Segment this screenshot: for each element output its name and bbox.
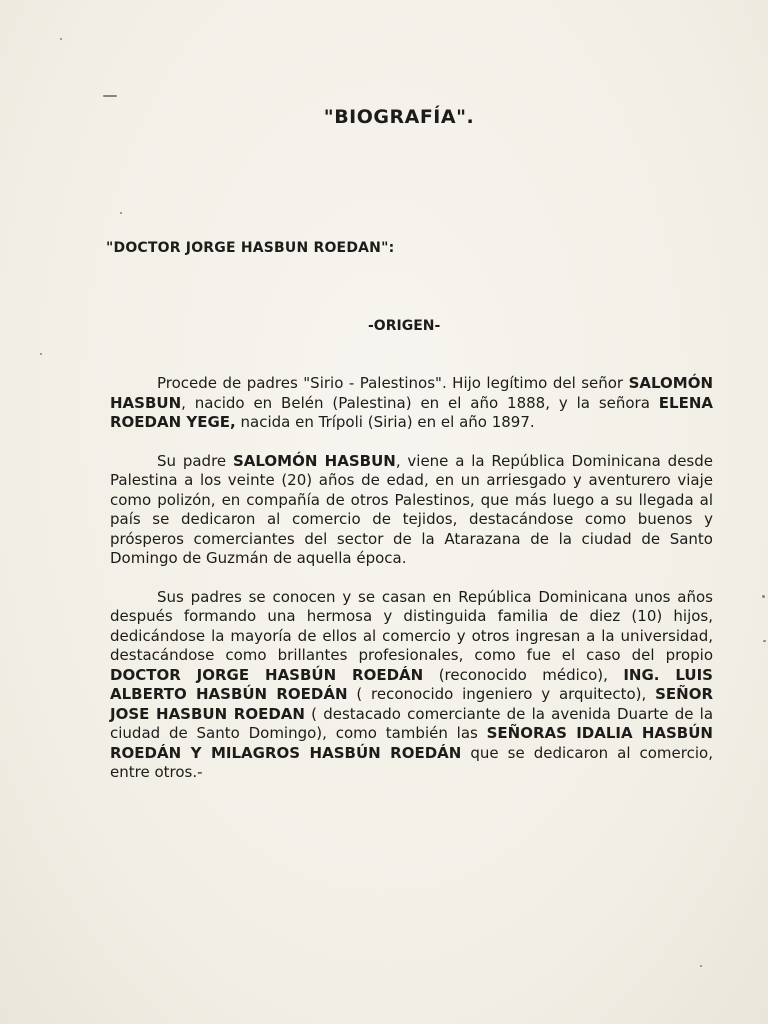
scan-speck xyxy=(762,595,765,598)
text-run: Sus padres se conocen y se casan en República Dominicana unos años después formando una hermosa y distinguida familia de diez (10) hijos, dedicándose la mayoría de ellos al comercio y otros ingresan a la universidad, destacándose como brillantes profesionales, como fue el caso del propio xyxy=(110,587,713,664)
bold-name-run: SALOMÓN HASBUN xyxy=(110,374,713,412)
scan-speck xyxy=(700,965,702,967)
text-run: (reconocido médico), xyxy=(423,665,624,684)
paragraph-origin xyxy=(110,374,713,433)
text-run: , viene a la República Dominicana desde Palestina a los veinte (20) años de edad, en un arriesgado y aventurero viaje como polizón, en compañía de otros Palestinos, que más luego a su llegada al país se dedicaron al comercio de tejidos, destacándose como buenos y prósperos comerciantes del sector de la Atarazana de la ciudad de Santo Domingo de Guzmán de aquella época. xyxy=(110,451,713,567)
text-run: nacida en Trípoli (Siria) en el año 1897. xyxy=(235,413,535,431)
bold-name-run: DOCTOR JORGE HASBÚN ROEDÁN xyxy=(110,665,424,684)
scan-speck xyxy=(60,38,62,40)
body-text xyxy=(110,374,713,802)
section-heading: -ORIGEN- xyxy=(368,318,441,334)
text-run: que se dedicaron al comercio, entre otros.- xyxy=(110,743,713,781)
bold-name-run: SALOMÓN HASBUN xyxy=(232,451,396,470)
text-run: ( reconocido ingeniero y arquitecto), xyxy=(347,685,656,703)
biography-subject: "DOCTOR JORGE HASBUN ROEDAN": xyxy=(106,240,395,256)
text-run: , nacido en Belén (Palestina) en el año 1888, y la señora xyxy=(181,393,659,412)
scan-speck xyxy=(40,353,42,355)
scan-speck xyxy=(120,212,122,214)
paragraph-family xyxy=(110,588,713,783)
paragraph-father xyxy=(110,452,713,569)
text-run: Procede de padres "Sirio - Palestinos". Hijo legítimo del señor xyxy=(157,374,629,392)
text-run: Su padre xyxy=(157,451,233,470)
scan-speck xyxy=(103,95,117,97)
bold-name-run: SEÑORAS IDALIA HASBÚN ROEDÁN Y MILAGROS HASBÚN ROEDÁN xyxy=(110,724,713,762)
bold-name-run: ELENA ROEDAN YEGE, xyxy=(110,393,713,431)
bold-name-run: SEÑOR JOSE HASBUN ROEDAN xyxy=(110,685,714,723)
document-title: "BIOGRAFÍA". xyxy=(323,106,475,128)
bold-name-run: ING. LUIS ALBERTO HASBÚN ROEDÁN xyxy=(110,665,713,703)
text-run: ( destacado comerciante de la avenida Duarte de la ciudad de Santo Domingo), como también las xyxy=(110,704,714,742)
scan-speck xyxy=(763,640,766,642)
